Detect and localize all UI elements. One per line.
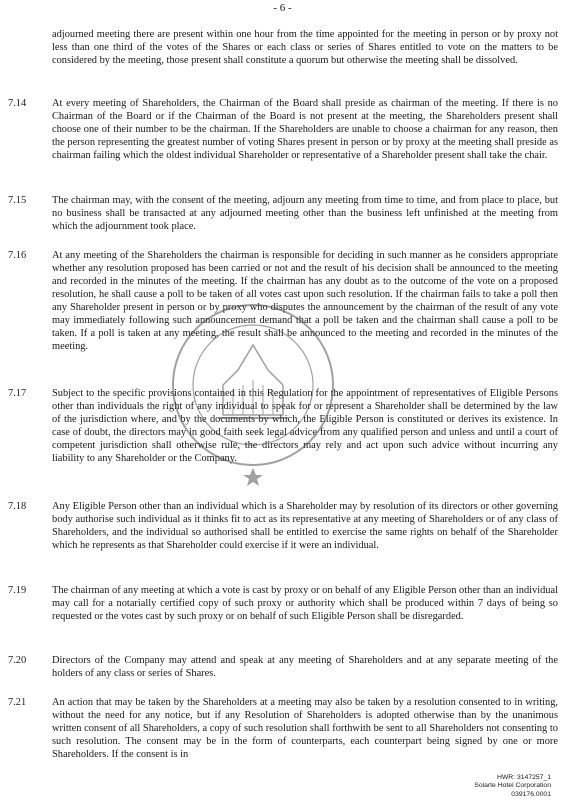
clause-7-20: [8, 654, 558, 680]
page-number: - 6 -: [273, 2, 292, 14]
clause-text: At every meeting of Shareholders, the Chairman of the Board shall preside as chairman of the meeting. If there is no Chairman of the Board or if the Chairman of the Board is not present at the meeting, the Shareholders present shall choose one of their number to be the chairman. If the Shareholders are unable to choose a chairman for any reason, then the person representing the greatest number of voting Shares present in person or by proxy at the meeting shall preside as chairman failing which the oldest individual Shareholder or representative of a Shareholder present shall take the chair.: [52, 98, 558, 162]
clause-number: 7.14: [8, 98, 27, 109]
document-footer: [474, 774, 551, 799]
seal-star-icon: [243, 468, 263, 486]
clause-text: Directors of the Company may attend and speak at any meeting of Shareholders and at any separate meeting of the holders of any class or series of Shares.: [52, 655, 558, 680]
clause-7-19: [8, 584, 558, 623]
clause-7-21: [8, 696, 558, 761]
footer-matter-number: 039176.0001: [511, 790, 551, 798]
clause-7-17: [8, 387, 558, 465]
clause-text: Any Eligible Person other than an individual which is a Shareholder may by resolution of its directors or other governing body authorise such individual as it thinks fit to act as its representative at any meeting of Shareholders or of any class of Shareholders, and the individual so authorised shall be entitled to exercise the same rights on behalf of the Shareholder which he represents as that Shareholder could exercise if it were an individual.: [52, 501, 558, 552]
clause-text: At any meeting of the Shareholders the chairman is responsible for deciding in such manner as he considers appropriate whether any resolution proposed has been carried or not and the result of his decision shall be announced to the meeting and recorded in the minutes of the meeting. If the chairman has any doubt as to the outcome of the vote on a proposed resolution, he shall cause a poll to be taken of all votes cast upon such resolution. If the chairman fails to take a poll then any Shareholder present in person or by proxy who disputes the announcement by the chairman of the result of any vote may immediately following such announcement demand that a poll be taken and the chairman shall cause a poll to be taken. If a poll is taken at any meeting, the result shall be announced to the meeting and recorded in the minutes of the meeting.: [52, 250, 558, 353]
clause-7-18: [8, 500, 558, 552]
clause-7-16: [8, 249, 558, 353]
clause-number: 7.17: [8, 388, 27, 399]
clause-text: An action that may be taken by the Shareholders at a meeting may also be taken by a resolution consented to in writing, without the need for any notice, but if any Resolution of Shareholders is adopted otherwise than by the unanimous written consent of all Shareholders, a copy of such resolution shall forthwith be sent to all Shareholders not consenting to such resolution. The consent may be in the form of counterparts, each counterpart being signed by one or more Shareholders. If the consent is in: [52, 697, 558, 761]
clause-number: 7.21: [8, 697, 27, 708]
clause-7-15: [8, 194, 558, 233]
clause-text: adjourned meeting there are present within one hour from the time appointed for the meeting in person or by proxy not less than one third of the votes of the Shares or each class or series of Shares entitled to vote on the matters to be considered by the meeting, those present shall constitute a quorum but otherwise the meeting shall be dissolved.: [52, 29, 558, 67]
clause-number: 7.20: [8, 655, 27, 666]
clause-number: 7.18: [8, 501, 27, 512]
clause-number: 7.19: [8, 585, 27, 596]
footer-reference: HWR: 3147257_1: [496, 773, 551, 781]
clause-continuation: [8, 28, 558, 67]
clause-number: 7.15: [8, 195, 27, 206]
footer-company: Solarte Hotel Corporation: [474, 782, 551, 790]
clause-text: The chairman of any meeting at which a vote is cast by proxy or on behalf of any Eligible Person other than an individual may call for a notarially certified copy of such proxy or authority which shall be produced within 7 days of being so requested or the votes cast by such proxy or on behalf of such Eligible Person shall be disregarded.: [52, 585, 558, 623]
clause-text: Subject to the specific provisions contained in this Regulation for the appointment of representatives of Eligible Persons other than individuals the right of any individual to speak for or represent a Shareholder shall be determined by the law of the jurisdiction where, and by the documents by which, the Eligible Person is constituted or derives its existence. In case of doubt, the directors may in good faith seek legal advice from any qualified person and unless and until a court of competent jurisdiction shall otherwise rule, the directors may rely and act upon such advice without incurring any liability to any Shareholder or the Company.: [52, 388, 558, 465]
clause-number: 7.16: [8, 250, 27, 261]
clause-7-14: [8, 97, 558, 162]
clause-text: The chairman may, with the consent of the meeting, adjourn any meeting from time to time, and from place to place, but no business shall be transacted at any adjourned meeting other than the business left unfinished at the meeting from which the adjournment took place.: [52, 195, 558, 233]
